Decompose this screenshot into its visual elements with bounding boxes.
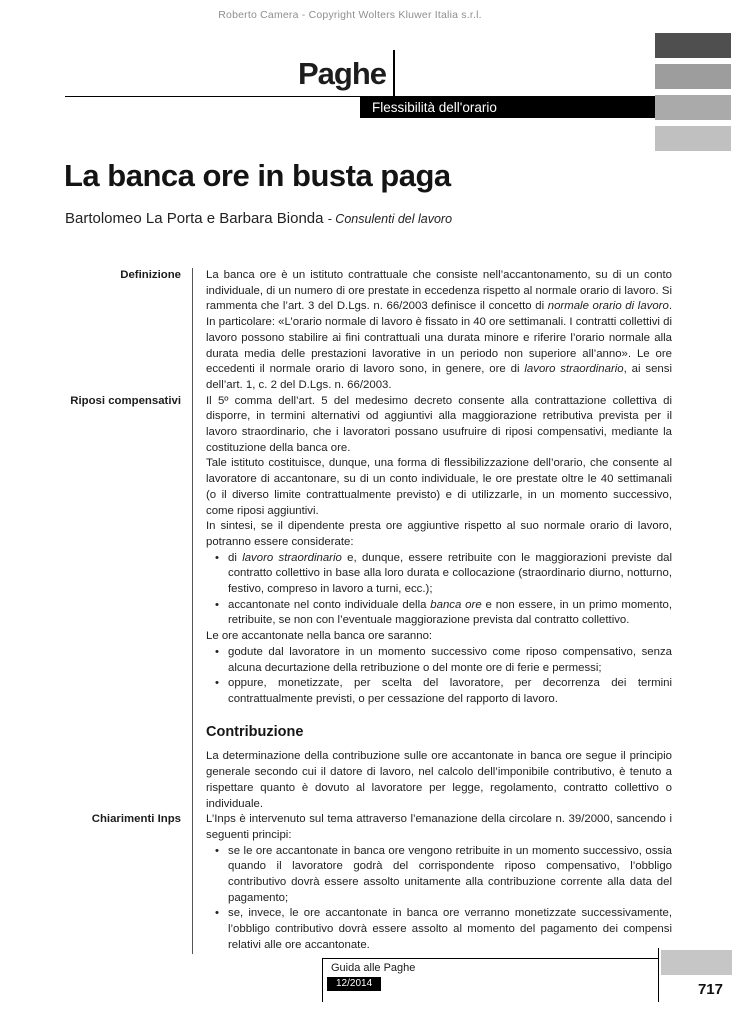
subheading: Contribuzione bbox=[206, 723, 304, 740]
bullet-list bbox=[206, 844, 672, 954]
paragraph: La banca ore è un istituto contrattuale che consiste nell’accantonamento, su di un conto individuale, di un numero di ore prestate in eccedenza rispetto al normale orario di lavoro. Si rammenta che l’art. 3 del D.Lgs. n. 66/2003 definisce il concetto di normale orario di lavoro. In particolare: «L’orario normale di lavoro è fissato in 40 ore settimanali. I contratti collettivi di lavoro possono stabilire ai fini contrattuali una durata minore e riferire l’orario normale alla durata media delle prestazioni lavorative in un periodo non superiore all’anno». Le ore eccedenti il normale orario di lavoro sono, in genere, ore di lavoro straordinario, ai sensi dell’art. 1, c. 2 del D.Lgs. n. 66/2003. bbox=[206, 269, 672, 391]
thumb-index bbox=[655, 33, 731, 157]
copyright-line: Roberto Camera - Copyright Wolters Kluwer Italia s.r.l. bbox=[218, 9, 482, 21]
footer-issue-badge: 12/2014 bbox=[327, 977, 381, 991]
footer-rule-vertical-right bbox=[658, 948, 659, 1002]
paragraph: Il 5º comma dell’art. 5 del medesimo decreto consente alla contrattazione collettiva di disporre, in termini alternativi od aggiuntivi alla maggiorazione retributiva prevista per il lavoro straordinario, che i lavoratori possano usufruire di riposi compensativi, mediante la costituzione della banca ore. bbox=[206, 394, 672, 454]
footer-gray-block bbox=[661, 950, 732, 975]
thumb-index-tab bbox=[655, 64, 731, 89]
article-section bbox=[65, 394, 672, 708]
paragraph: Tale istituto costituisce, dunque, una forma di flessibilizzazione dell’orario, che consente al lavoratore di accantonare, su di un conto individuale, le ore prestate oltre le 40 settimanali (o il diverso limite contrattualmente previsto) e di utilizzarle, in un momento successivo, come riposi aggiuntivi. bbox=[206, 457, 672, 517]
margin-label bbox=[65, 708, 192, 813]
authors-role: - Consulenti del lavoro bbox=[327, 212, 453, 226]
article-sections bbox=[65, 268, 672, 954]
article-section bbox=[65, 708, 672, 813]
thumb-index-tab bbox=[655, 33, 731, 58]
thumb-index-tab bbox=[655, 95, 731, 120]
section-banner: Flessibilità dell'orario bbox=[360, 97, 672, 118]
authors-line bbox=[65, 210, 452, 227]
paragraph: Le ore accantonate nella banca ore saranno: bbox=[206, 630, 433, 643]
masthead-logo bbox=[298, 50, 395, 97]
masthead-rule bbox=[393, 50, 395, 97]
bullet-list bbox=[206, 551, 672, 630]
margin-label: Definizione bbox=[120, 269, 181, 281]
paragraph: L’Inps è intervenuto sul tema attraverso l’emanazione della circolare n. 39/2000, sancendo i seguenti principi: bbox=[206, 813, 672, 841]
bullet-item: • se le ore accantonate in banca ore vengono retribuite in un momento successivo, ossia quando il lavoratore godrà del corrispondente riposo compensativo, l’obbligo contributivo dovrà essere assolto unitamente alla contribuzione corrente alla data del pagamento; bbox=[215, 844, 672, 907]
bullet-item: • di lavoro straordinario e, dunque, essere retribuite con le maggiorazioni previste dal contratto collettivo in base alla loro durata e collocazione (straordinario diurno, notturno, festivo, compreso in lavoro a turni, ecc.); bbox=[215, 551, 672, 598]
bullet-item: • oppure, monetizzate, per scelta del lavoratore, per decorrenza dei termini contrattualmente previsti, o per cessazione del rapporto di lavoro. bbox=[215, 676, 672, 707]
bullet-list bbox=[206, 645, 672, 708]
bullet-item: • godute dal lavoratore in un momento successivo come riposo compensativo, senza alcuna decurtazione della retribuzione o del monte ore di ferie e permessi; bbox=[215, 645, 672, 676]
bullet-item: • se, invece, le ore accantonate in banca ore verranno monetizzate successivamente, l’obbligo contributivo dovrà essere assolto al momento del pagamento dei compensi relativi alle ore accantonate. bbox=[215, 906, 672, 953]
paragraph: In sintesi, se il dipendente presta ore aggiuntive rispetto al suo normale orario di lavoro, potranno essere considerate: bbox=[206, 520, 672, 548]
footer-rule-vertical bbox=[322, 958, 323, 1002]
section-body bbox=[192, 394, 672, 708]
bullet-item: • accantonate nel conto individuale della banca ore e non essere, in un primo momento, retribuite, se non con l’eventuale maggiorazione prevista dal contratto collettivo. bbox=[215, 598, 672, 629]
article-section bbox=[65, 812, 672, 953]
margin-label: Riposi compensativi bbox=[70, 394, 181, 407]
page-number: 717 bbox=[697, 981, 723, 998]
article-section bbox=[65, 268, 672, 394]
footer-rule-horizontal bbox=[322, 958, 658, 959]
authors-names: Bartolomeo La Porta e Barbara Bionda bbox=[65, 210, 324, 227]
paragraph: La determinazione della contribuzione sulle ore accantonate in banca ore segue il principio generale secondo cui il datore di lavoro, nel calcolo dell’imponibile contributivo, è tenuto a rispettare quanto è dovuto al lavoratore per legge, regolamento, contratto collettivo o individuale. bbox=[206, 750, 672, 810]
section-body bbox=[192, 708, 672, 813]
thumb-index-tab bbox=[655, 126, 731, 151]
section-body bbox=[192, 268, 672, 394]
section-body bbox=[192, 812, 672, 953]
page-title: La banca ore in busta paga bbox=[64, 158, 451, 193]
masthead-title: Paghe bbox=[298, 56, 387, 91]
margin-label: Chiarimenti Inps bbox=[91, 813, 181, 826]
footer-journal-title: Guida alle Paghe bbox=[331, 962, 416, 974]
